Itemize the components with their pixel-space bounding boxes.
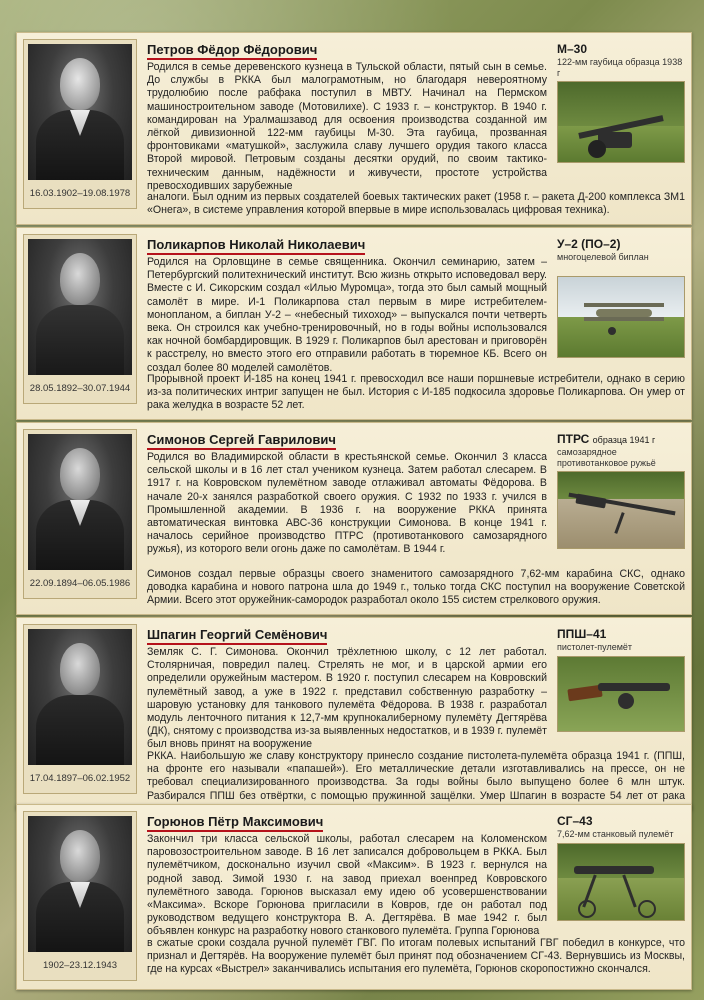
- weapon-description: 7,62-мм станковый пулемёт: [557, 829, 674, 839]
- biography-text-continued: Прорывной проект И-185 на конец 1941 г. превосходил все наши поршневые истребители, однако в серию из-за политических интриг запущен не был. История с И-185 подкосила здоровье Поликарпова. Он умер от рака желудка в возрасте 52 лет.: [147, 373, 685, 412]
- biography-card-goryunov: [16, 804, 692, 990]
- life-dates: 16.03.1902–19.08.1978: [29, 188, 131, 199]
- weapon-name: ППШ–41: [557, 627, 607, 641]
- person-name: Шпагин Георгий Семёнович: [147, 627, 327, 645]
- portrait-frame: [23, 39, 137, 209]
- weapon-name: М–30: [557, 42, 588, 56]
- portrait-photo: [28, 239, 132, 375]
- life-dates: 17.04.1897–06.02.1952: [29, 773, 131, 784]
- weapon-description: 122-мм гаубица образца 1938 г: [557, 57, 683, 78]
- biography-text-continued: аналоги. Был одним из первых создателей боевых тактических ракет (1958 г. – ракета Д-200 комплекса ЗМ1 «Онега», в системе управления которой впервые в мире использовалась цифровая техника).: [147, 191, 685, 217]
- biography-text: Родился в семье деревенского кузнеца в Тульской области, пятый сын в семье. До службы в РККА был малограмотным, но благодаря невероятному трудолюбию после рабфака поступил в МВТУ. Начинал на Пермском машиностроительном заводе (Мотовилихе). С 1933 г. – конструктор. В 1940 г. командирован на Уралмашзавод для освоения производства созданной им лёгкой дивизионной 122-мм гаубицы М-30. Эта гаубица, прозванная фронтовиками «матушкой», заслужила славу лучшего орудия такого класса Второй мировой. Петровым созданы десятки орудий, по своим тактико-техническим данным, надёжности и живучести, простоте устройства превосходивших зарубежные: [147, 61, 547, 192]
- person-name: Симонов Сергей Гаврилович: [147, 432, 336, 450]
- portrait-frame: [23, 811, 137, 981]
- biography-text-continued: в сжатые сроки создала ручной пулемёт ГВГ. По итогам полевых испытаний ГВГ победил в конкурсе, что признал и Дегтярёв. На вооружение пулемёт был принят под обозначением СГ-43. Вернувшись из Москвы, где на курсах «Выстрел» заканчивались испытания его пулемёта, Горюнов скоропостижно скончался.: [147, 937, 685, 976]
- life-dates: 22.09.1894–06.05.1986: [29, 578, 131, 589]
- weapon-description: пистолет-пулемёт: [557, 642, 633, 652]
- biography-text: Родился во Владимирской области в крестьянской семье. Окончил 3 класса сельской школы и в 16 лет стал учеником кузнеца. Затем работал слесарем. В 1917 г. на Ковровском пулемётном заводе отлаживал автоматы Фёдорова. В начале 20-х занялся разработкой своего оружия. С 1932 по 1933 г. учился в Промышленной академии. В 1936 г. на вооружение РККА принята автоматическая винтовка АВС-36 конструкции Симонова. В конце 1941 г. началось серийное производство ПТРС (противотанкового самозарядного ружья), из которого вели огонь даже по самолётам. В 1944 г.: [147, 451, 547, 556]
- weapon-photo: [557, 656, 685, 732]
- weapon-photo: [557, 81, 685, 163]
- biography-card-shpagin: [16, 617, 692, 810]
- weapon-photo: [557, 843, 685, 921]
- portrait-photo: [28, 629, 132, 765]
- portrait-frame: [23, 429, 137, 599]
- biography-text-continued: Симонов создал первые образцы своего знаменитого самозарядного 7,62-мм карабина СКС, однако доводка карабина и нового патрона шла до 1949 г., только тогда СКС поступил на вооружение Советской Армии. Всего этот оружейник-самородок разработал около 155 систем стрелкового оружия.: [147, 568, 685, 607]
- biography-text-continued: РККА. Наибольшую же славу конструктору принесло создание пистолета-пулемёта образца 1941 г. (ППШ, на фронте его называли «папашей»). Его металлические детали изготавливались на прессе, он не требовал специализированного производства. За годы войны было выпущено более 6 млн штук. Разбирался ППШ без отвёртки, с помощью пружинной защёлки. Умер Шпагин в возрасте 54 лет от рака: [147, 750, 685, 802]
- portrait-frame: [23, 234, 137, 404]
- biography-text: Закончил три класса сельской школы, работал слесарем на Коломенском паровозостроительном заводе. В 16 лет записался добровольцем в РККА. Был пулемётчиком, досконально изучил свой «Максим». В 1923 г. вернулся на родной завод. Зимой 1930 г. на завод приехал военпред Ковровского пулемётного завода. Горюнов высказал ему идею об усовершенствовании «Максима». Вскоре Горюнова пригласили в Ковров, где он работал под руководством ведущего конструктора В. А. Дегтярёва. В мае 1942 г. был объявлен конкурс на разработку нового станкового пулемёта. Группа Горюнова: [147, 833, 547, 938]
- weapon-name-main: ПТРС: [557, 432, 590, 446]
- portrait-photo: [28, 816, 132, 952]
- person-name: Поликарпов Николай Николаевич: [147, 237, 365, 255]
- person-name: Горюнов Пётр Максимович: [147, 814, 323, 832]
- weapon-description: самозарядное противотанковое ружьё: [557, 447, 656, 468]
- life-dates: 1902–23.12.1943: [43, 960, 117, 971]
- person-name: Петров Фёдор Фёдорович: [147, 42, 317, 60]
- weapon-name: У–2 (ПО–2): [557, 237, 621, 251]
- biography-card-petrov: [16, 32, 692, 225]
- weapon-description: многоцелевой биплан: [557, 252, 649, 262]
- portrait-photo: [28, 434, 132, 570]
- biography-text: Земляк С. Г. Симонова. Окончил трёхлетнюю школу, с 12 лет работал. Столярничая, повредил палец. Стрелять не мог, и в царской армии его определили оружейным мастером. В 1920 г. поступил слесарем на Ковровский пулемётный завод, а уже в 1922 г. представил собственную разработку – шаровую установку для танкового пулемёта Фёдорова. В 1938 г. разработал модуль ленточного питания к 12,7-мм крупнокалиберному пулемёту Дегтярёва (ДК), снятому с производства из-за выявленных недостатков, и в 1939 г. пулемёт был вновь принят на вооружение: [147, 646, 547, 751]
- life-dates: 28.05.1892–30.07.1944: [29, 383, 131, 394]
- weapon-name: [557, 432, 655, 446]
- weapon-photo: [557, 276, 685, 358]
- portrait-photo: [28, 44, 132, 180]
- weapon-photo: [557, 471, 685, 549]
- weapon-name-sub: образца 1941 г: [592, 435, 656, 445]
- portrait-frame: [23, 624, 137, 794]
- biography-text: Родился на Орловщине в семье священника. Окончил семинарию, затем – Петербургский политехнический институт. Всю жизнь открыто исповедовал веру. Вместе с И. Сикорским создал «Илью Муромца», тогда это был самый мощный самолёт в мире. И-1 Поликарпова стал первым в мире истребителем-монопланом, а биплан У-2 – «небесный тихоход» – выпускался почти четверть века. Он строился как учебно-тренировочный, но в годы войны использовался как ночной бомбардировщик. В 1929 г. Поликарпов был арестован и приговорён к расстрелу, но вместо этого его отправили работать в тюремное КБ. Всего он создал более 80 моделей самолётов.: [147, 256, 547, 374]
- biography-card-polikarpov: [16, 227, 692, 420]
- biography-card-simonov: [16, 422, 692, 615]
- weapon-name: СГ–43: [557, 814, 593, 828]
